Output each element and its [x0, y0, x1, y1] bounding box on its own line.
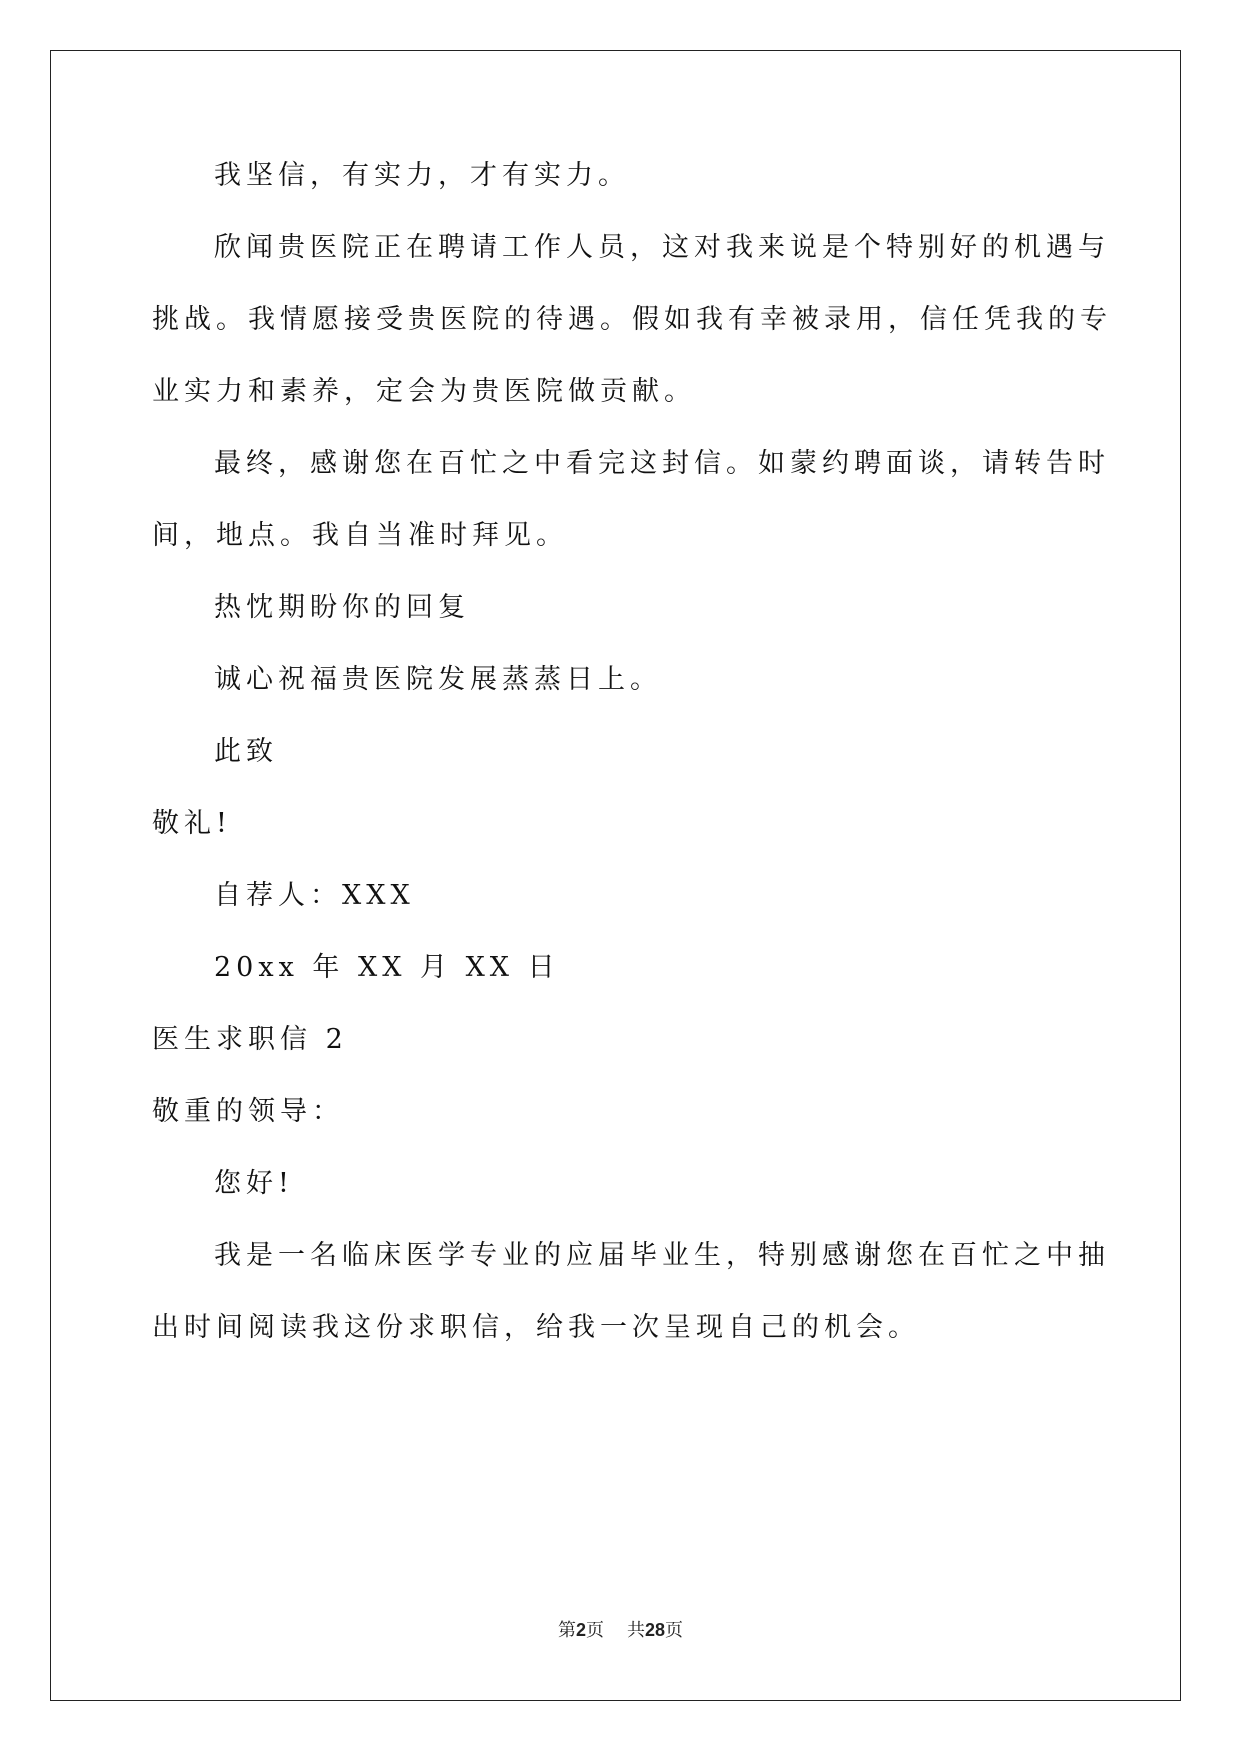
paragraph-line: 敬礼! — [152, 808, 232, 839]
paragraph-line: 热忱期盼你的回复 — [214, 592, 470, 623]
paragraph-line: 业实力和素养，定会为贵医院做贡献。 — [152, 376, 696, 407]
paragraph-line: 自荐人：XXX — [214, 880, 415, 911]
paragraph-line: 间，地点。我自当准时拜见。 — [152, 520, 568, 551]
page-number: 2 — [576, 1620, 587, 1640]
page-total: 28 — [644, 1620, 665, 1640]
section-heading: 医生求职信 2 — [152, 1024, 348, 1055]
salutation: 敬重的领导： — [152, 1096, 344, 1127]
paragraph-line: 我是一名临床医学专业的应届毕业生，特别感谢您在百忙之中抽 — [214, 1240, 1110, 1271]
paragraph-line: 此致 — [214, 736, 278, 767]
footer-page-suffix: 页 — [586, 1620, 605, 1641]
paragraph-line: 我坚信，有实力，才有实力。 — [214, 160, 630, 191]
paragraph-line: 您好! — [214, 1168, 294, 1199]
paragraph-line: 挑战。我情愿接受贵医院的待遇。假如我有幸被录用，信任凭我的专 — [152, 304, 1112, 335]
page-footer — [0, 1616, 1241, 1642]
footer-total-suffix: 页 — [664, 1620, 683, 1641]
paragraph-line: 诚心祝福贵医院发展蒸蒸日上。 — [214, 664, 662, 695]
paragraph-line: 20xx 年 XX 月 XX 日 — [214, 952, 560, 983]
page-frame — [50, 50, 1181, 1701]
paragraph-line: 出时间阅读我这份求职信，给我一次呈现自己的机会。 — [152, 1312, 920, 1343]
footer-prefix: 第 — [558, 1620, 577, 1641]
footer-total-prefix: 共 — [626, 1620, 645, 1641]
paragraph-line: 欣闻贵医院正在聘请工作人员，这对我来说是个特别好的机遇与 — [214, 232, 1110, 263]
paragraph-line: 最终，感谢您在百忙之中看完这封信。如蒙约聘面谈，请转告时 — [214, 448, 1110, 479]
